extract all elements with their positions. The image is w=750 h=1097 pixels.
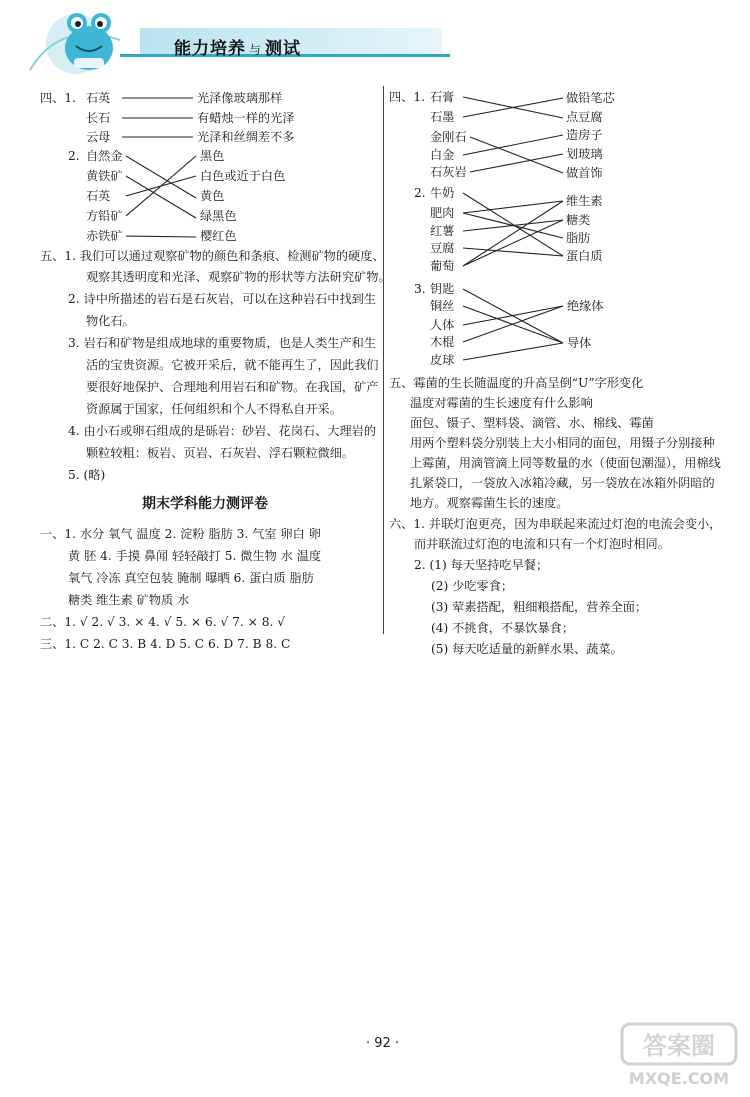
r-s5-line-1: 五、霉菌的生长随温度的升高呈倒“U”字形变化 xyxy=(389,376,644,390)
g1-right-3: 造房子 xyxy=(566,128,603,142)
exam-line-1: 一、1. 水分 氧气 温度 2. 淀粉 脂肪 3. 气室 卵白 卵 xyxy=(40,527,321,541)
g2-left-3: 红薯 xyxy=(430,224,455,238)
s4-q1-right-3: 光泽和丝绸差不多 xyxy=(197,130,295,144)
g2-right-1: 维生素 xyxy=(566,194,603,208)
s5-line-4: 物化石。 xyxy=(86,314,135,328)
exam-line-4: 糖类 维生素 矿物质 水 xyxy=(68,593,190,607)
s4-q1-right-2: 有蜡烛一样的光泽 xyxy=(197,111,295,125)
s4-q2-left-5: 赤铁矿 xyxy=(86,229,123,243)
g2-right-4: 蛋白质 xyxy=(566,249,603,263)
exam-line-3: 氧气 冷冻 真空包装 腌制 曝晒 6. 蛋白质 脂肪 xyxy=(68,571,314,585)
r-s5-line-5: 上霉菌，用滴管滴上同等数量的水（使面包潮湿），用棉线 xyxy=(410,456,721,470)
r-s5-line-6: 扎紧袋口，一袋放入冰箱冷藏，另一袋放在冰箱外阴暗的 xyxy=(410,476,715,490)
g3-right-2: 导体 xyxy=(567,336,592,350)
g1-right-1: 做铅笔芯 xyxy=(566,91,615,105)
g3-left-1: 钥匙 xyxy=(430,282,455,296)
s4-q2-left-3: 石英 xyxy=(86,189,111,203)
left-s4-label: 四、1. xyxy=(40,91,77,105)
watermark-graphic xyxy=(618,1020,740,1090)
r-s6-line-6: (4) 不挑食，不暴饮暴食； xyxy=(431,621,575,635)
s5-line-1: 五、1. 我们可以通过观察矿物的颜色和条痕、检测矿物的硬度、 xyxy=(40,249,385,263)
exam-line-5: 二、1. √ 2. √ 3. × 4. √ 5. × 6. √ 7. × 8. √ xyxy=(40,615,285,629)
r-s6-line-4: (2) 少吃零食； xyxy=(431,579,514,593)
column-divider xyxy=(383,86,384,634)
g3-left-4: 木棍 xyxy=(430,335,455,349)
g2-left-4: 豆腐 xyxy=(430,241,455,255)
s4-q1-left-3: 云母 xyxy=(86,130,111,144)
g2-right-3: 脂肪 xyxy=(566,231,591,245)
s4-q2-right-5: 樱红色 xyxy=(200,229,237,243)
s4-q2-left-4: 方铅矿 xyxy=(86,209,123,223)
g1-left-4: 白金 xyxy=(430,148,455,162)
s4-q1-right-1: 光泽像玻璃那样 xyxy=(197,91,283,105)
s4-q2-left-1: 自然金 xyxy=(86,149,123,163)
s4-q2-num: 2. xyxy=(68,149,80,163)
g3-right-1: 绝缘体 xyxy=(567,299,604,313)
s5-line-11: 5. (略) xyxy=(68,468,106,482)
g3-left-2: 铜丝 xyxy=(430,299,455,313)
s4-q2-right-2: 白色或近于白色 xyxy=(200,169,286,183)
g2-num: 2. xyxy=(414,186,426,200)
g1-right-2: 点豆腐 xyxy=(566,110,603,124)
watermark-bottom-text: MXQE.COM xyxy=(628,1069,730,1088)
g3-left-3: 人体 xyxy=(430,318,455,332)
s4-q2-right-1: 黑色 xyxy=(200,149,225,163)
frog-mascot-icon xyxy=(58,6,120,74)
s5-line-8: 资源属于国家，任何组织和个人不得私自开采。 xyxy=(86,402,342,416)
s4-q2-right-3: 黄色 xyxy=(200,189,225,203)
header-banner xyxy=(0,0,750,80)
g1-left-2: 石墨 xyxy=(430,110,455,124)
g1-left-3: 金刚石 xyxy=(430,130,467,144)
s5-line-10: 颗粒较粗：板岩、页岩、石灰岩、浮石颗粒微细。 xyxy=(86,446,355,460)
r-s6-line-3: 2. (1) 每天坚持吃早餐； xyxy=(414,558,549,572)
s4-q1-left-2: 长石 xyxy=(86,111,111,125)
r-s5-line-2: 温度对霉菌的生长速度有什么影响 xyxy=(410,396,593,410)
r-s6-line-1: 六、1. 并联灯泡更亮，因为串联起来流过灯泡的电流会变小， xyxy=(389,517,722,531)
r-s5-line-7: 地方。观察霉菌生长的速度。 xyxy=(410,496,569,510)
g1-left-1: 石膏 xyxy=(430,90,455,104)
r-s5-line-3: 面包、镊子、塑料袋、滴管、水、棉线、霉菌 xyxy=(410,416,654,430)
r-s6-line-2: 而并联流过灯泡的电流和只有一个灯泡时相同。 xyxy=(414,537,670,551)
r-s6-line-5: (3) 荤素搭配，粗细粮搭配，营养全面； xyxy=(431,600,648,614)
g1-right-4: 划玻璃 xyxy=(566,147,603,161)
r-s5-line-4: 用两个塑料袋分别装上大小相同的面包，用镊子分别接种 xyxy=(410,436,715,450)
g2-left-5: 葡萄 xyxy=(430,259,455,273)
right-s4-label: 四、1. xyxy=(389,90,426,104)
r-s6-line-7: (5) 每天吃适量的新鲜水果、蔬菜。 xyxy=(431,642,623,656)
s4-q2-left-2: 黄铁矿 xyxy=(86,169,123,183)
page-number: · 92 · xyxy=(366,1036,400,1051)
g1-left-5: 石灰岩 xyxy=(430,165,467,179)
s5-line-5: 3. 岩石和矿物是组成地球的重要物质，也是人类生产和生 xyxy=(68,336,377,350)
g1-right-5: 做首饰 xyxy=(566,166,603,180)
exam-line-2: 黄 胚 4. 手摸 鼻闻 轻轻敲打 5. 微生物 水 温度 xyxy=(68,549,322,563)
g2-right-2: 糖类 xyxy=(566,213,591,227)
g3-left-5: 皮球 xyxy=(430,353,455,367)
exam-line-6: 三、1. C 2. C 3. B 4. D 5. C 6. D 7. B 8. C xyxy=(40,637,291,651)
header-title: 能力培养 与 测试 xyxy=(174,39,302,59)
s5-line-6: 活的宝贵资源。它被开采后，就不能再生了，因此我们 xyxy=(86,358,379,372)
g2-left-2: 肥肉 xyxy=(430,206,455,220)
s5-line-9: 4. 由小石或卵石组成的是砾岩：砂岩、花岗石、大理岩的 xyxy=(68,424,377,438)
s4-q2-right-4: 绿黑色 xyxy=(200,209,237,223)
s5-line-2: 观察其透明度和光泽、观察矿物的形状等方法研究矿物。 xyxy=(86,270,391,284)
s4-q1-left-1: 石英 xyxy=(86,91,111,105)
g3-num: 3. xyxy=(414,282,426,296)
g2-left-1: 牛奶 xyxy=(430,186,455,200)
watermark-top-text: 答案圈 xyxy=(643,1032,715,1060)
s5-line-3: 2. 诗中所描述的岩石是石灰岩，可以在这种岩石中找到生 xyxy=(68,292,377,306)
exam-section-title: 期末学科能力测评卷 xyxy=(142,496,268,512)
watermark-logo xyxy=(618,1020,740,1090)
s5-line-7: 要很好地保护、合理地利用岩石和矿物。在我国，矿产 xyxy=(86,380,379,394)
